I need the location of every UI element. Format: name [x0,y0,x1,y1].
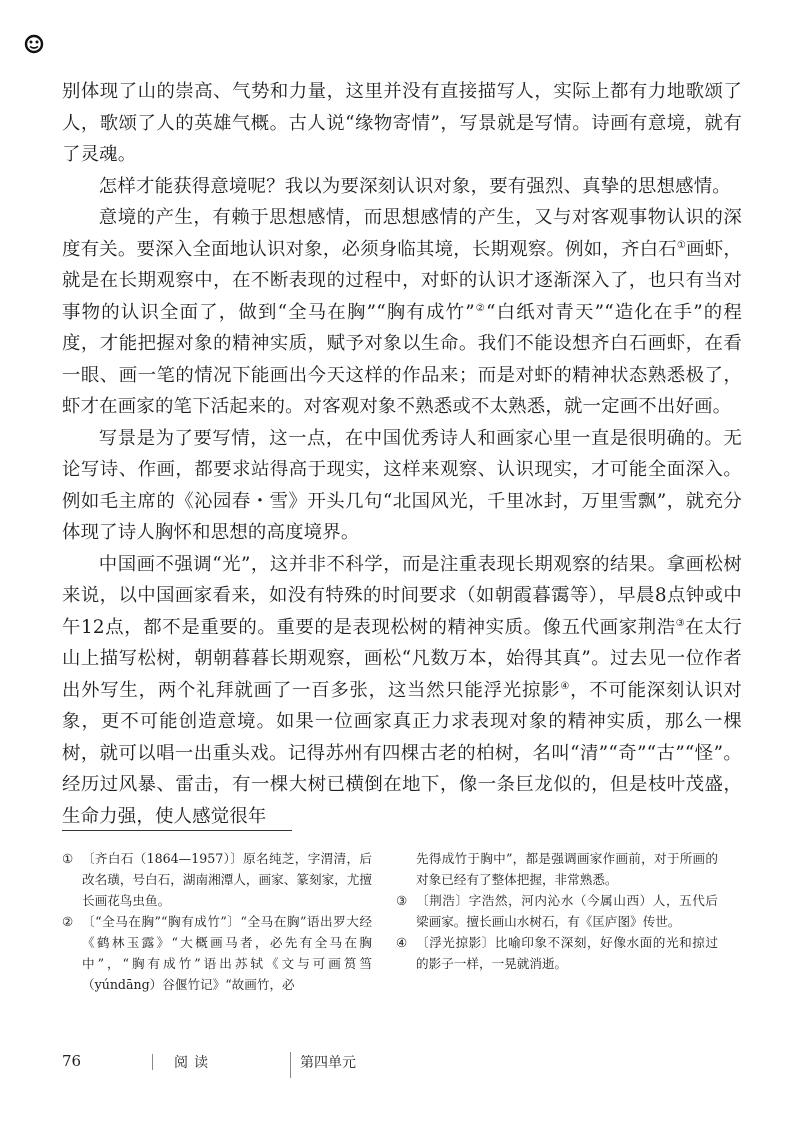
page-footer [62,1052,742,1082]
paragraph-5-part-c: ，不可能深刻认识对象，更不可能创造意境。如果一位画家真正力求表现对象的精神实质，那么一棵树，就可以唱一出重头戏。记得苏州有四棵古老的柏树，名叫“清”“奇”“古”“怪”。经历过风暴、雷击，有一棵大树已横倒在地下，像一条巨龙似的，但是枝叶茂盛，生命力强，使人感觉很年 [62,679,742,827]
paragraph-5-part-b: 在太行山上描写松树，朝朝暮暮长期观察，画松“凡数万本，始得其真”。过去见一位作者出外写生，两个礼拜就画了一百多张，这当然只能浮光掠影 [62,616,742,701]
paragraph-3-part-b: 画虾，就是在长期观察中，在不断表现的过程中，对虾的认识才逐渐深入了，也只有当对事物的认识全面了，做到“全马在胸”“胸有成竹” [62,238,742,323]
footer-divider [290,1052,291,1078]
footnote-4-text: 〔浮光掠影〕比喻印象不深刻，好像水面的光和掠过的影子一样，一晃就消逝。 [416,935,718,971]
footnote-3 [396,890,718,932]
smiley-face-icon [24,34,44,54]
paragraph-2: 怎样才能获得意境呢？我以为要深刻认识对象，要有强烈、真挚的思想感情。 [98,175,731,197]
footnote-mark-3: ③ [675,617,686,629]
paragraph-5 [62,549,742,833]
footnote-mark-4: ④ [560,680,571,692]
footnotes-right-column [396,848,718,974]
section-label: 阅读 [174,1055,214,1071]
footnote-2-continued: 先得成竹于胸中”，都是强调画家作画前，对于所画的对象已经有了整体把握，非常熟悉。 [416,851,718,887]
footnote-4-number: ④ [396,935,408,950]
paragraph-3-part-a: 意境的产生，有赖于思想感情，而思想感情的产生，又与对客观事物认识的深度有关。要深入全面地认识对象，必须身临其境，长期观察。例如，齐白石 [62,207,742,260]
footnote-1-number: ① [62,851,74,866]
page-number: 76 [62,1052,82,1070]
footnote-mark-2: ② [474,302,486,314]
footnote-3-number: ③ [396,893,408,908]
footnote-3-text: 〔荆浩〕字浩然，河内沁水（今属山西）人，五代后梁画家。擅长画山水树石，有《匡庐图》传世。 [416,893,718,929]
footnote-1 [62,848,372,911]
paragraph-3-part-c: “白纸对青天”“造化在手”的程度，才能把握对象的精神实质，赋予对象以生命。我们不能设想齐白石画虾，在看一眼、画一笔的情况下能画出今天这样的作品来；而是对虾的精神状态熟悉极了，虾才在画家的笔下活起来的。对客观对象不熟悉或不太熟悉，就一定画不出好画。 [62,301,742,417]
footnote-1-text: 〔齐白石（1864—1957）〕原名纯芝，字渭清，后改名璜，号白石，湖南湘潭人，画家、篆刻家，尤擅长画花鸟虫鱼。 [82,851,372,908]
article-body [62,76,742,832]
unit-label: 第四单元 [300,1055,356,1071]
footnote-2-text: 〔“全马在胸”“胸有成竹”〕“全马在胸”语出罗大经《鹤林玉露》“大概画马者，必先有全马在胸中”，“胸有成竹”语出苏轼《文与可画筼筜（yúndāng）谷偃竹记》“故画竹，必 [82,914,372,992]
footnote-divider [62,830,292,831]
footnote-mark-1: ① [676,239,687,251]
footnotes-left-column [62,848,372,995]
paragraph-5-part-a: 中国画不强调“光”，这并非不科学，而是注重表现长期观察的结果。拿画松树来说，以中国画家看来，如没有特殊的时间要求（如朝霞暮霭等），早晨8点钟或中午12点，都不是重要的。重要的是表现松树的精神实质。像五代画家荆浩 [62,553,742,638]
paragraph-3 [62,202,742,423]
footnote-4 [396,932,718,974]
footer-separator [152,1054,153,1070]
footnote-2 [62,911,372,995]
paragraph-1: 别体现了山的崇高、气势和力量，这里并没有直接描写人，实际上都有力地歌颂了人，歌颂了人的英雄气概。古人说“缘物寄情”，写景就是写情。诗画有意境，就有了灵魂。 [62,81,742,165]
footnote-2-number: ② [62,914,74,929]
paragraph-4: 写景是为了要写情，这一点，在中国优秀诗人和画家心里一直是很明确的。无论写诗、作画，都要求站得高于现实，这样来观察、认识现实，才可能全面深入。例如毛主席的《沁园春・雪》开头几句“北国风光，千里冰封，万里雪飘”，就充分体现了诗人胸怀和思想的高度境界。 [62,427,742,543]
